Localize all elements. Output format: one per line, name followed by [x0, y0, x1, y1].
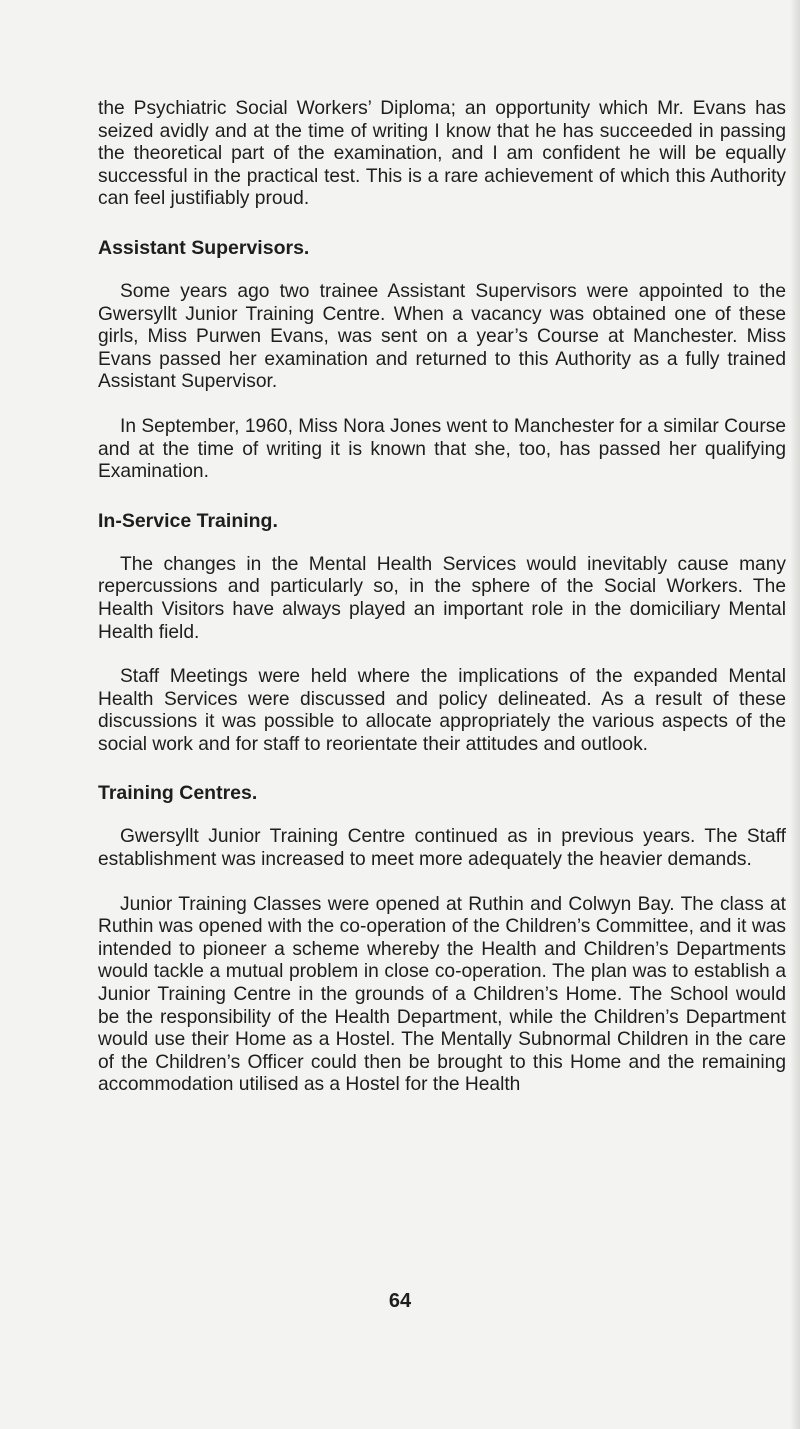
paragraph: In September, 1960, Miss Nora Jones went to Manchester for a similar Course and at the time of writing it is known that she, too, has passed her qualifying Examination.: [98, 415, 786, 483]
section-heading-assistant-supervisors: Assistant Supervisors.: [98, 236, 310, 259]
page-number: 64: [388, 1290, 412, 1312]
section-heading-training-centres: Training Centres.: [98, 782, 258, 805]
opening-paragraph: the Psychiatric Social Workers’ Diploma; an opportunity which Mr. Evans has seized avidly and at the time of writing I know that he has succeeded in passing the theoretical part of the examination, and I am confident he will be equally successful in the practical test. This is a rare achievement of which this Authority can feel justifiably proud.: [98, 98, 786, 210]
paragraph: Some years ago two trainee Assistant Supervisors were appointed to the Gwersyllt Junior Training Centre. When a vacancy was obtained one of these girls, Miss Purwen Evans, was sent on a year’s Course at Manchester. Miss Evans passed her examination and returned to this Authority as a fully trained Assistant Supervisor.: [98, 280, 786, 393]
page-edge-shadow: [790, 0, 800, 1429]
paragraph: The changes in the Mental Health Services would inevitably cause many repercussions and particularly so, in the sphere of the Social Workers. The Health Visitors have always played an important role in the domiciliary Mental Health field.: [98, 553, 786, 643]
paragraph: Junior Training Classes were opened at Ruthin and Colwyn Bay. The class at Ruthin was opened with the co-operation of the Children’s Committee, and it was intended to pioneer a scheme whereby the Health and Children’s Departments would tackle a mutual problem in close co-operation. The plan was to establish a Junior Training Centre in the grounds of a Children’s Home. The School would be the responsibility of the Health Department, while the Children’s Department would use their Home as a Hostel. The Mentally Subnormal Children in the care of the Children’s Officer could then be brought to this Home and the remaining accommodation utilised as a Hostel for the Health: [98, 893, 786, 1096]
paragraph: Staff Meetings were held where the implications of the expanded Mental Health Services were discussed and policy delineated. As a result of these discussions it was possible to allocate appropriately the various aspects of the social work and for staff to reorientate their attitudes and outlook.: [98, 666, 786, 755]
section-heading-in-service-training: In-Service Training.: [98, 509, 278, 532]
paragraph: Gwersyllt Junior Training Centre continued as in previous years. The Staff establishment was increased to meet more adequately the heavier demands.: [98, 826, 786, 871]
document-page: [98, 98, 786, 1097]
